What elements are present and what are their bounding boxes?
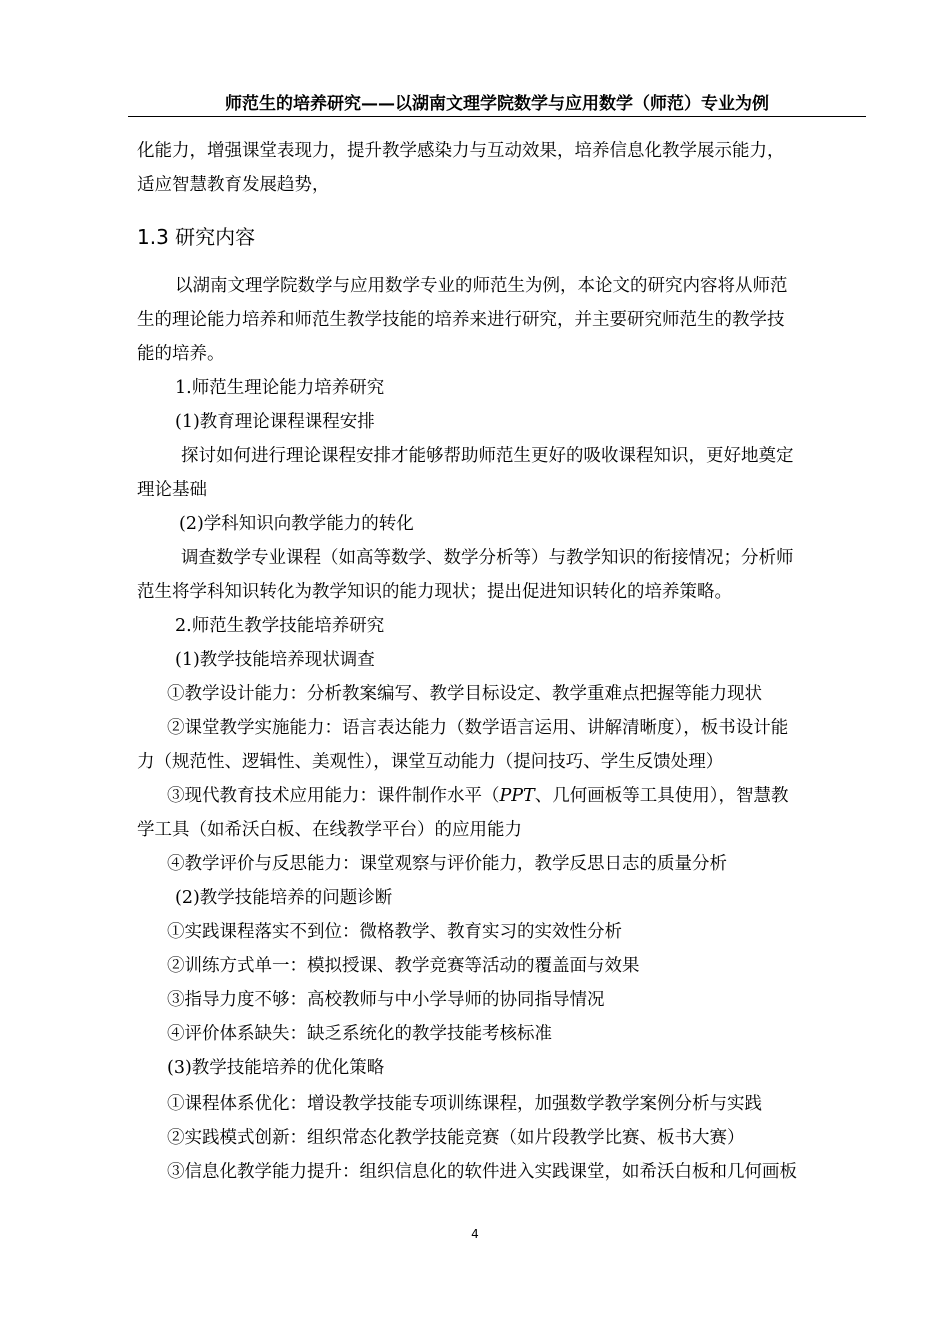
section-heading: 1.3 研究内容 bbox=[137, 225, 256, 249]
strategy-item-3: ③信息化教学能力提升：组织信息化的软件进入实践课堂，如希沃白板和几何画板 bbox=[167, 1162, 797, 1182]
paragraph-1-line-3: 能的培养。 bbox=[137, 344, 225, 364]
skill-item-3-text-a: ③现代教育技术应用能力：课件制作水平（ bbox=[167, 786, 500, 806]
strategy-item-2: ②实践模式创新：组织常态化教学技能竞赛（如片段教学比赛、板书大赛） bbox=[167, 1128, 745, 1148]
item-2-heading: 2.师范生教学技能培养研究 bbox=[175, 616, 385, 636]
diagnosis-item-1: ①实践课程落实不到位：微格教学、教育实习的实效性分析 bbox=[167, 922, 622, 942]
item-1-1-desc-line-1: 探讨如何进行理论课程安排才能够帮助师范生更好的吸收课程知识，更好地奠定 bbox=[181, 446, 794, 466]
intro-line-1: 化能力，增强课堂表现力，提升教学感染力与互动效果，培养信息化教学展示能力， bbox=[137, 141, 785, 161]
header-divider bbox=[128, 116, 866, 117]
item-2-1-heading: (1)教学技能培养现状调查 bbox=[175, 650, 375, 670]
skill-item-4: ④教学评价与反思能力：课堂观察与评价能力，教学反思日志的质量分析 bbox=[167, 854, 727, 874]
skill-item-3-line-2: 学工具（如希沃白板、在线教学平台）的应用能力 bbox=[137, 820, 522, 840]
item-2-3-heading: (3)教学技能培养的优化策略 bbox=[167, 1058, 385, 1078]
page-number: 4 bbox=[471, 1227, 479, 1241]
paragraph-1-line-1: 以湖南文理学院数学与应用数学专业的师范生为例，本论文的研究内容将从师范 bbox=[175, 276, 788, 296]
running-header-title: 师范生的培养研究——以湖南文理学院数学与应用数学（师范）专业为例 bbox=[225, 94, 769, 114]
paragraph-1-line-2: 生的理论能力培养和师范生教学技能的培养来进行研究，并主要研究师范生的教学技 bbox=[137, 310, 785, 330]
item-1-1-desc-line-2: 理论基础 bbox=[137, 480, 207, 500]
skill-item-2-line-1: ②课堂教学实施能力：语言表达能力（数学语言运用、讲解清晰度），板书设计能 bbox=[167, 718, 789, 738]
strategy-item-1: ①课程体系优化：增设教学技能专项训练课程，加强数学教学案例分析与实践 bbox=[167, 1094, 762, 1114]
intro-line-2: 适应智慧教育发展趋势， bbox=[137, 175, 330, 195]
skill-item-2-line-2: 力（规范性、逻辑性、美观性），课堂互动能力（提问技巧、学生反馈处理） bbox=[137, 752, 724, 772]
skill-item-3-line-1 bbox=[167, 784, 788, 808]
ppt-term: PPT bbox=[499, 786, 535, 806]
diagnosis-item-4: ④评价体系缺失：缺乏系统化的教学技能考核标准 bbox=[167, 1024, 552, 1044]
item-1-2-desc-line-1: 调查数学专业课程（如高等数学、数学分析等）与教学知识的衔接情况；分析师 bbox=[181, 548, 794, 568]
skill-item-3-text-b: 、几何画板等工具使用），智慧教 bbox=[534, 786, 789, 806]
item-1-heading: 1.师范生理论能力培养研究 bbox=[175, 378, 385, 398]
diagnosis-item-2: ②训练方式单一：模拟授课、教学竞赛等活动的覆盖面与效果 bbox=[167, 956, 640, 976]
item-1-2-desc-line-2: 范生将学科知识转化为教学知识的能力现状；提出促进知识转化的培养策略。 bbox=[137, 582, 732, 602]
diagnosis-item-3: ③指导力度不够：高校教师与中小学导师的协同指导情况 bbox=[167, 990, 605, 1010]
item-2-2-heading: (2)教学技能培养的问题诊断 bbox=[175, 888, 393, 908]
item-1-1-heading: (1)教育理论课程课程安排 bbox=[175, 412, 375, 432]
item-1-2-heading: (2)学科知识向教学能力的转化 bbox=[179, 514, 414, 534]
skill-item-1: ①教学设计能力：分析教案编写、教学目标设定、教学重难点把握等能力现状 bbox=[167, 684, 762, 704]
